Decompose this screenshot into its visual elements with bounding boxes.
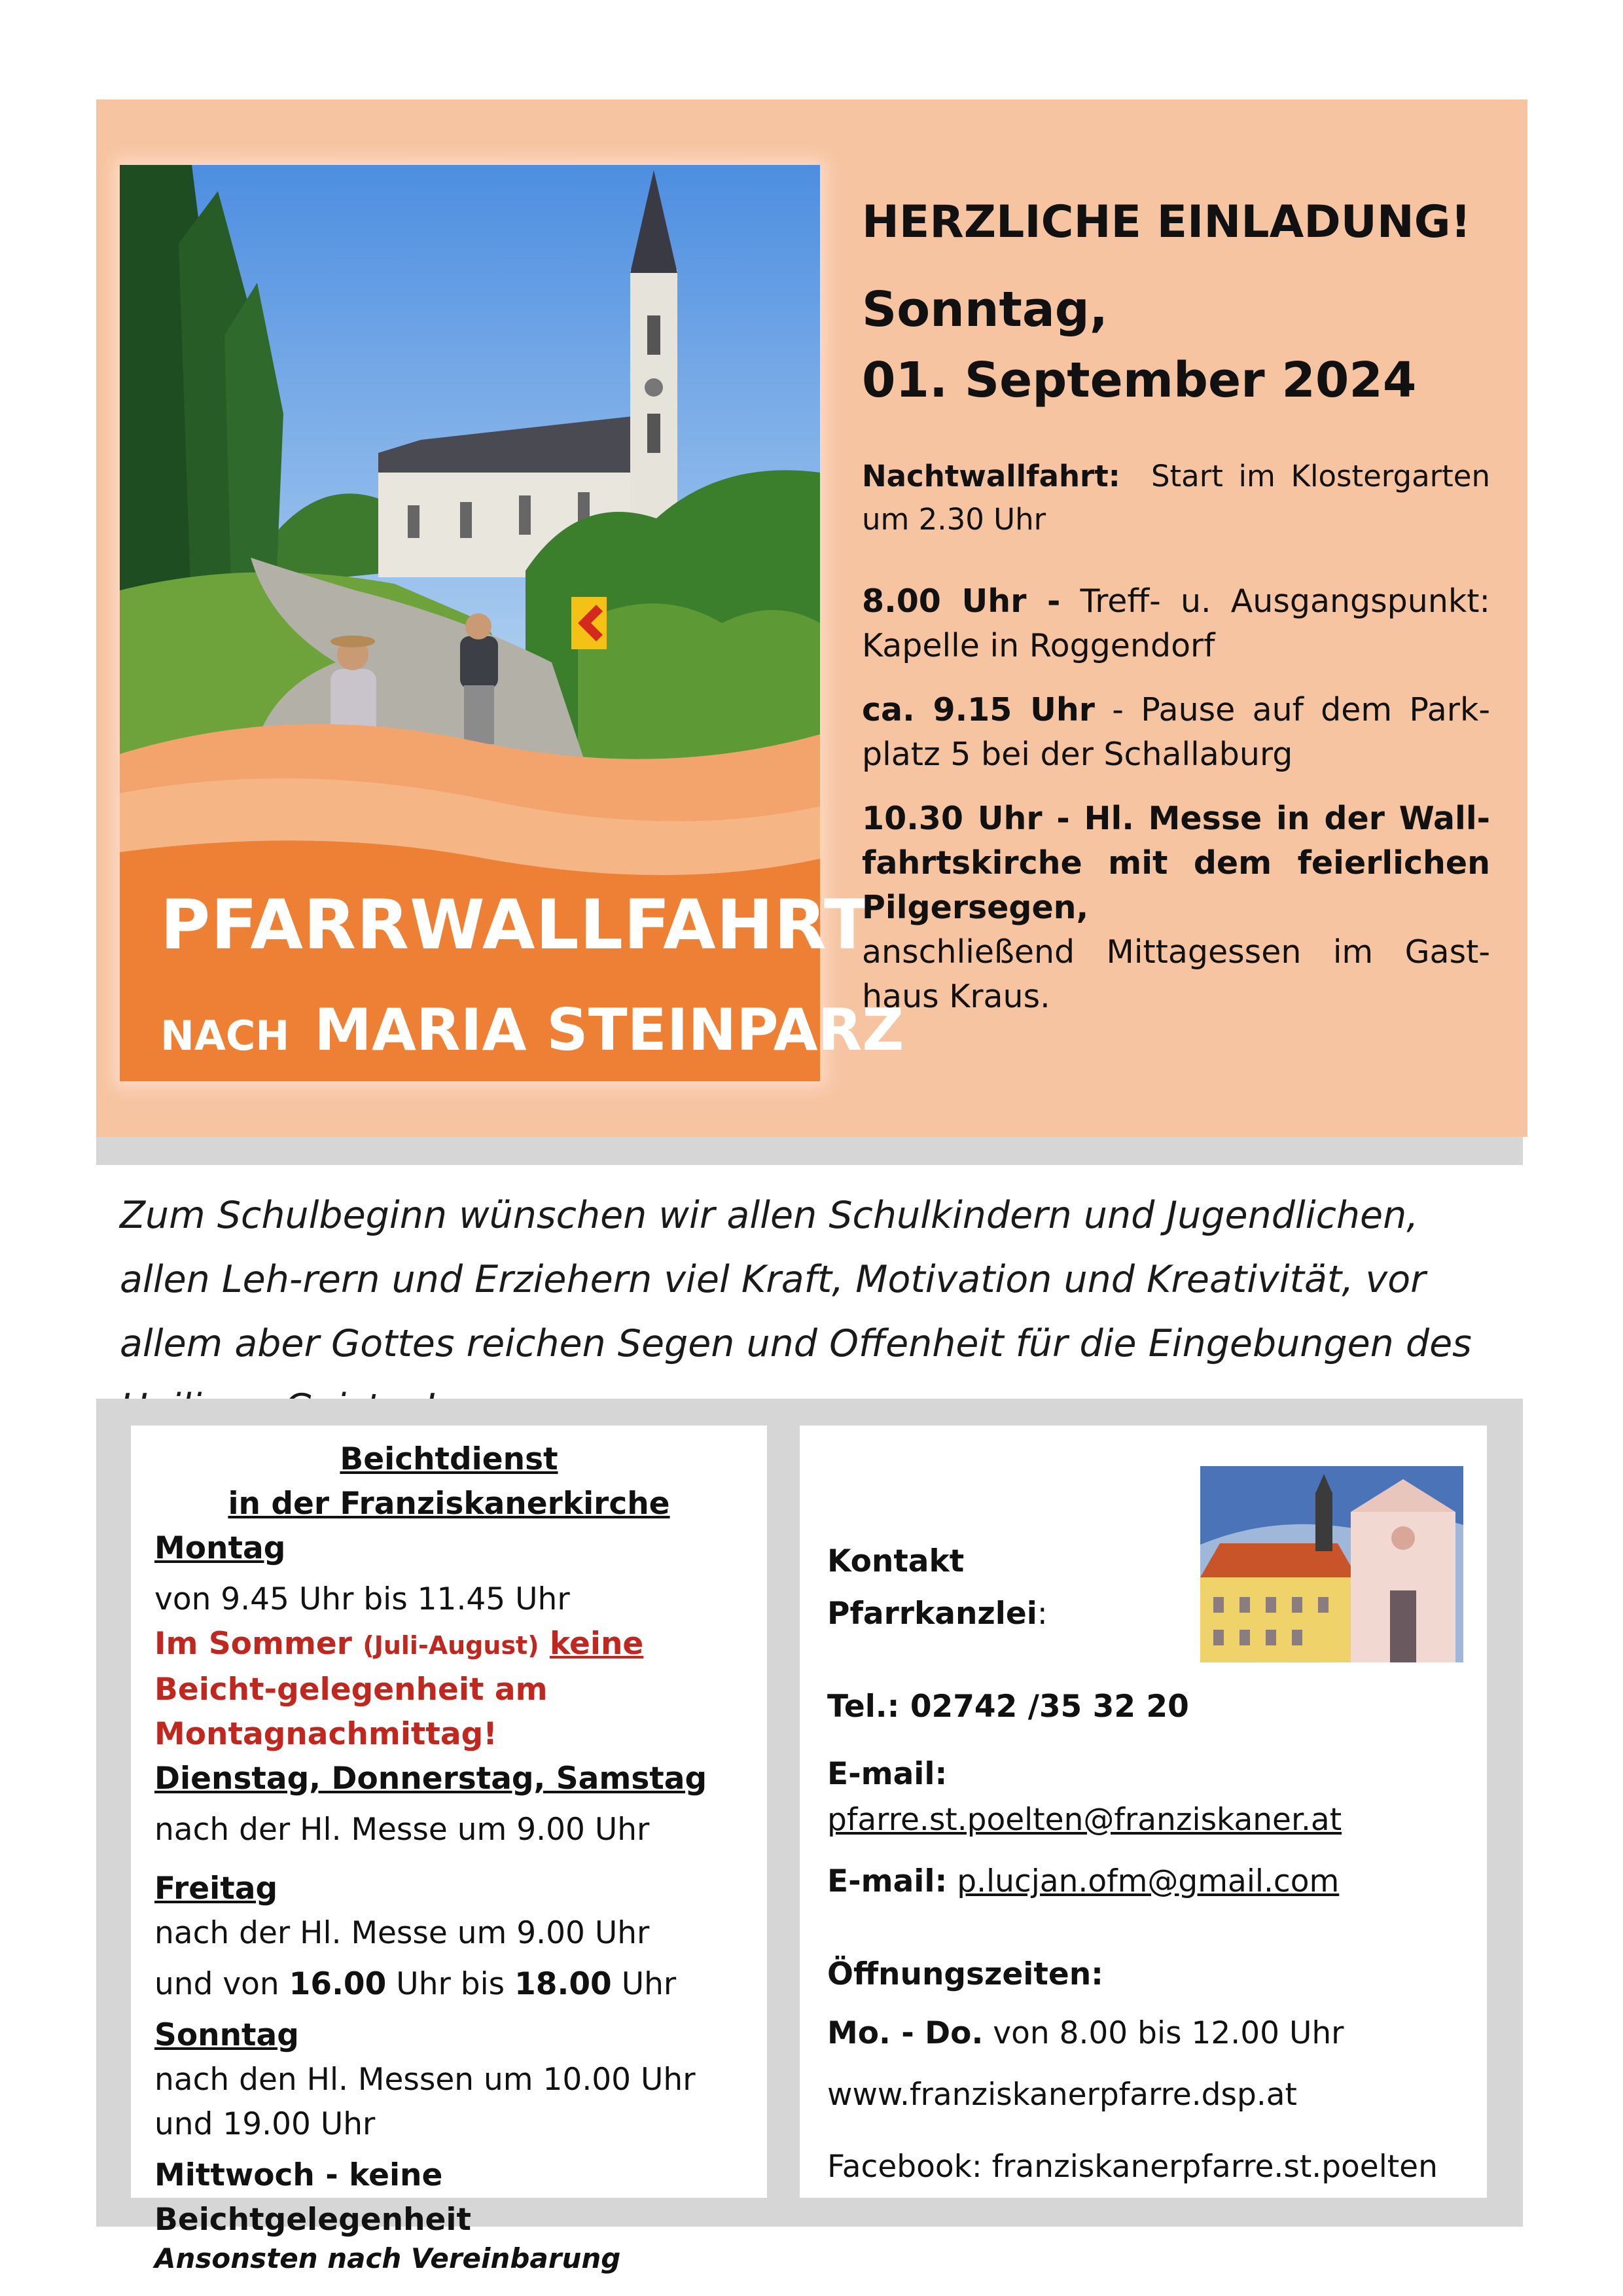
friday-time2-a: und von	[154, 1966, 279, 2002]
invitation-date	[862, 274, 1490, 416]
friday-time2-d: 18.00	[514, 1966, 612, 2002]
sunday-time: nach den Hl. Messen um 10.00 Uhr und 19.00 Uhr	[154, 2062, 696, 2142]
night-label: Nachtwallfahrt:	[862, 459, 1120, 493]
item2-time: ca. 9.15 Uhr	[862, 691, 1095, 728]
pilgrimage-photo-card	[120, 165, 904, 1081]
contact-phone: Tel.: 02742 /35 32 20	[827, 1689, 1189, 1725]
contact-email-2	[827, 1859, 1469, 1905]
summer-c: keine	[549, 1626, 644, 1662]
contact-label: Kontakt	[827, 1543, 965, 1579]
banner-subtitle	[160, 996, 904, 1064]
confession-title: Beichtdienst	[340, 1441, 558, 1477]
hours-days: Mo. - Do.	[827, 2015, 984, 2051]
day-monday: Montag	[154, 1530, 286, 1566]
website-link[interactable]: www.franziskanerpfarre.dsp.at	[827, 2077, 1297, 2113]
friday-time-2	[154, 1962, 743, 2007]
tue-thu-sat-time: nach der Hl. Messe um 9.00 Uhr	[154, 1812, 650, 1848]
summer-a: Im Sommer	[154, 1626, 352, 1662]
confession-location: in der Franziskanerkirche	[228, 1486, 670, 1522]
item1-time: 8.00 Uhr -	[862, 583, 1061, 620]
email-link-1[interactable]: pfarre.st.poelten@franziskaner.at	[827, 1802, 1342, 1838]
hours-time: von 8.00 bis 12.00 Uhr	[993, 2015, 1344, 2051]
banner-subtitle-prep: NACH	[160, 1012, 290, 1060]
contact-email-1	[827, 1751, 1469, 1843]
summer-notice	[154, 1622, 743, 1757]
friday-time-1: nach der Hl. Messe um 9.00 Uhr	[154, 1915, 650, 1951]
date-full: 01. September 2024	[862, 352, 1417, 408]
item2-text: - Pause auf dem Park-platz 5 bei der Schallaburg	[862, 691, 1491, 773]
email-label-2: E-mail:	[827, 1863, 948, 1899]
confession-schedule	[154, 1437, 743, 2275]
otherwise-note: Ansonsten nach Vereinbarung	[154, 2242, 621, 2274]
office-label-text: Pfarrkanzlei	[827, 1596, 1037, 1632]
schedule-item-3	[862, 797, 1490, 1019]
office-label	[827, 1590, 1469, 1638]
school-blessing-text: Zum Schulbeginn wünschen wir allen Schulkindern und Jugendlichen, allen Leh-rern und Erziehern viel Kraft, Motivation und Kreativität, vor allem aber Gottes reichen Segen und Offenheit für die Eingebungen des	[120, 1194, 1472, 1365]
contact-info	[827, 1533, 1469, 2190]
friday-time2-b: 16.00	[289, 1966, 387, 2002]
item3-text: anschließend Mittagessen im Gast-haus Kraus.	[862, 933, 1490, 1015]
schedule-item-2	[862, 688, 1490, 777]
email-link-2[interactable]: p.lucjan.ofm@gmail.com	[957, 1863, 1340, 1899]
day-tue-thu-sat: Dienstag, Donnerstag, Samstag	[154, 1761, 707, 1797]
summer-b: (Juli-August)	[363, 1631, 539, 1660]
facebook-link[interactable]: Facebook: franziskanerpfarre.st.poelten	[827, 2149, 1438, 2185]
office-label-colon: :	[1037, 1596, 1048, 1632]
banner-title: PFARRWALLFAHRT	[160, 885, 872, 965]
monday-time: von 9.45 Uhr bis 11.45 Uhr	[154, 1581, 570, 1617]
wednesday-note: Mittwoch - keine Beichtgelegenheit	[154, 2157, 471, 2238]
schedule-item-1	[862, 579, 1490, 668]
item3-bold: 10.30 Uhr - Hl. Messe in der Wall-fahrtskirche mit dem feierlichen Pilgersegen,	[862, 800, 1490, 926]
banner-subtitle-destination: MARIA STEINPARZ	[314, 996, 904, 1064]
night-text: Start im Klostergarten um 2.30 Uhr	[862, 459, 1490, 537]
invitation-details	[862, 196, 1490, 1019]
friday-time2-c: Uhr bis	[396, 1966, 505, 2002]
summer-d: Beicht-gelegenheit am Montagnachmittag!	[154, 1672, 548, 1752]
invitation-headline: HERZLICHE EINLADUNG!	[862, 196, 1471, 248]
day-sunday: Sonntag	[154, 2017, 299, 2053]
email-label-1: E-mail:	[827, 1756, 948, 1792]
day-friday: Freitag	[154, 1871, 278, 1907]
night-pilgrimage	[862, 455, 1490, 541]
date-weekday: Sonntag,	[862, 281, 1108, 338]
item1-text: Treff- u. Ausgangspunkt: Kapelle in Roggendorf	[862, 583, 1490, 664]
opening-hours-title: Öffnungszeiten:	[827, 1956, 1103, 1992]
friday-time2-e: Uhr	[621, 1966, 677, 2002]
opening-hours	[827, 2011, 1469, 2056]
